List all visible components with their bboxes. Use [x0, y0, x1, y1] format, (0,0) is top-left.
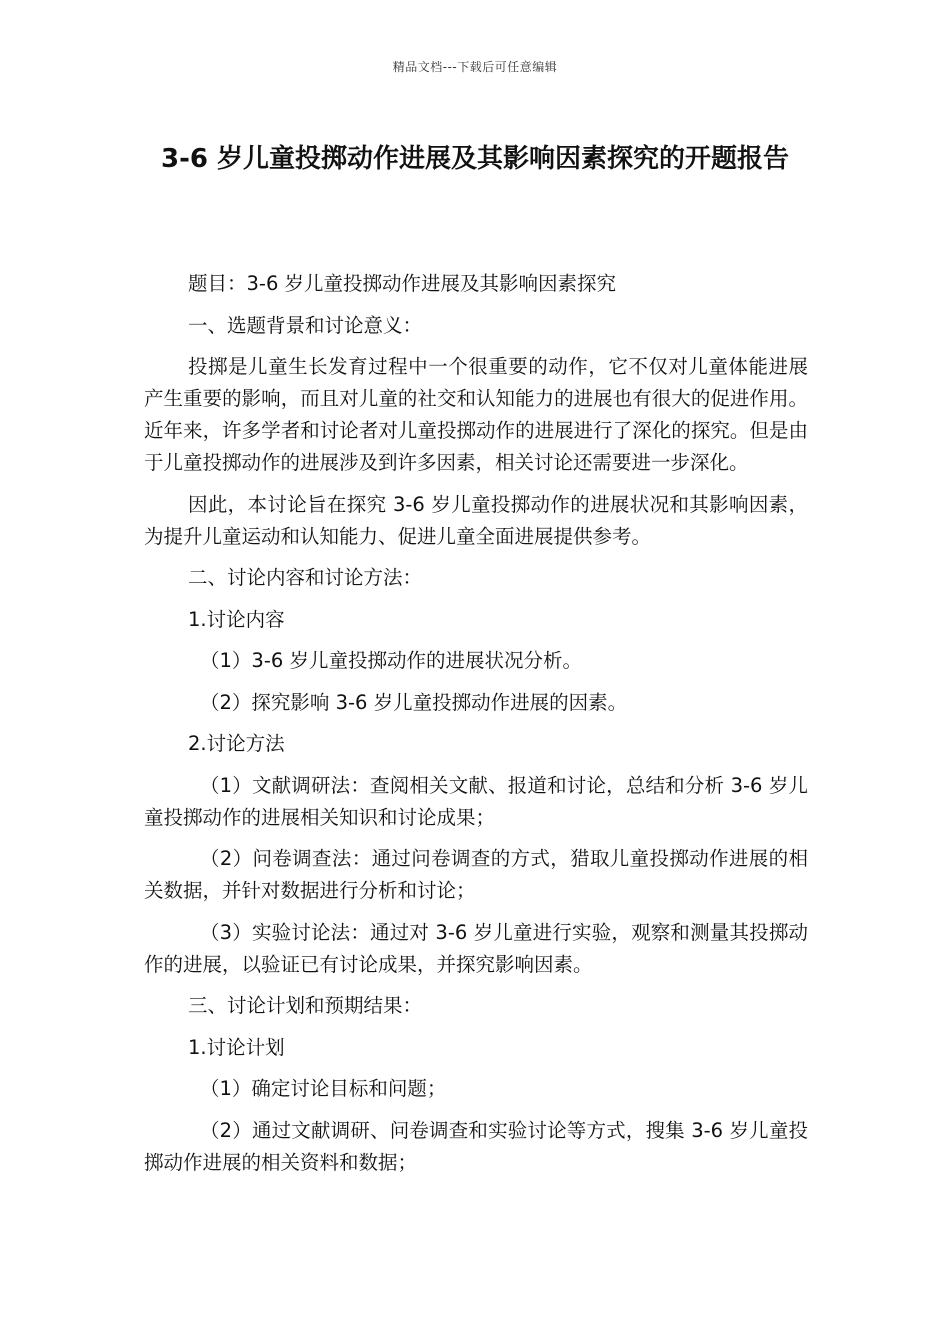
- list-item: （2）探究影响 3-6 岁儿童投掷动作进展的因素。: [200, 690, 628, 714]
- list-item: （2）问卷调查法：通过问卷调查的方式，猎取儿童投掷动作进展的相关数据，并针对数据进行分析和讨论；: [144, 847, 808, 902]
- subheading-plan: 1.讨论计划: [188, 1035, 285, 1059]
- list-item: （1）3-6 岁儿童投掷动作的进展状况分析。: [200, 649, 582, 672]
- subject-line: 题目：3-6 岁儿童投掷动作进展及其影响因素探究: [188, 272, 617, 295]
- list-item: （2）通过文献调研、问卷调查和实验讨论等方式，搜集 3-6 岁儿童投掷动作进展的相关资料和数据；: [144, 1118, 808, 1174]
- body-paragraph: 因此，本讨论旨在探究 3-6 岁儿童投掷动作的进展状况和其影响因素，为提升儿童运动和认知能力、促进儿童全面进展提供参考。: [144, 492, 808, 548]
- header-note: 精品文档---下载后可任意编辑: [392, 60, 558, 74]
- document-title: 3-6 岁儿童投掷动作进展及其影响因素探究的开题报告: [160, 144, 790, 174]
- subheading-method: 2.讨论方法: [188, 732, 285, 755]
- list-item: （1）确定讨论目标和问题；: [200, 1077, 447, 1100]
- section-heading-plan: 三、讨论计划和预期结果：: [188, 994, 423, 1017]
- body-paragraph: 投掷是儿童生长发育过程中一个很重要的动作，它不仅对儿童体能进展产生重要的影响，而且对儿童的社交和认知能力的进展也有很大的促进作用。近年来，许多学者和讨论者对儿童投掷动作的进展进行了深化的探究。但是由于儿童投掷动作的进展涉及到许多因素，相关讨论还需要进一步深化。: [144, 355, 808, 474]
- subheading-content: 1.讨论内容: [188, 607, 285, 631]
- list-item: （3）实验讨论法：通过对 3-6 岁儿童进行实验，观察和测量其投掷动作的进展，以验证已有讨论成果，并探究影响因素。: [144, 920, 808, 976]
- document-body: [144, 268, 808, 1188]
- section-heading-background: 一、选题背景和讨论意义：: [188, 313, 423, 337]
- list-item: （1）文献调研法：查阅相关文献、报道和讨论，总结和分析 3-6 岁儿童投掷动作的进展相关知识和讨论成果；: [144, 773, 808, 829]
- section-heading-content-method: 二、讨论内容和讨论方法：: [188, 566, 423, 589]
